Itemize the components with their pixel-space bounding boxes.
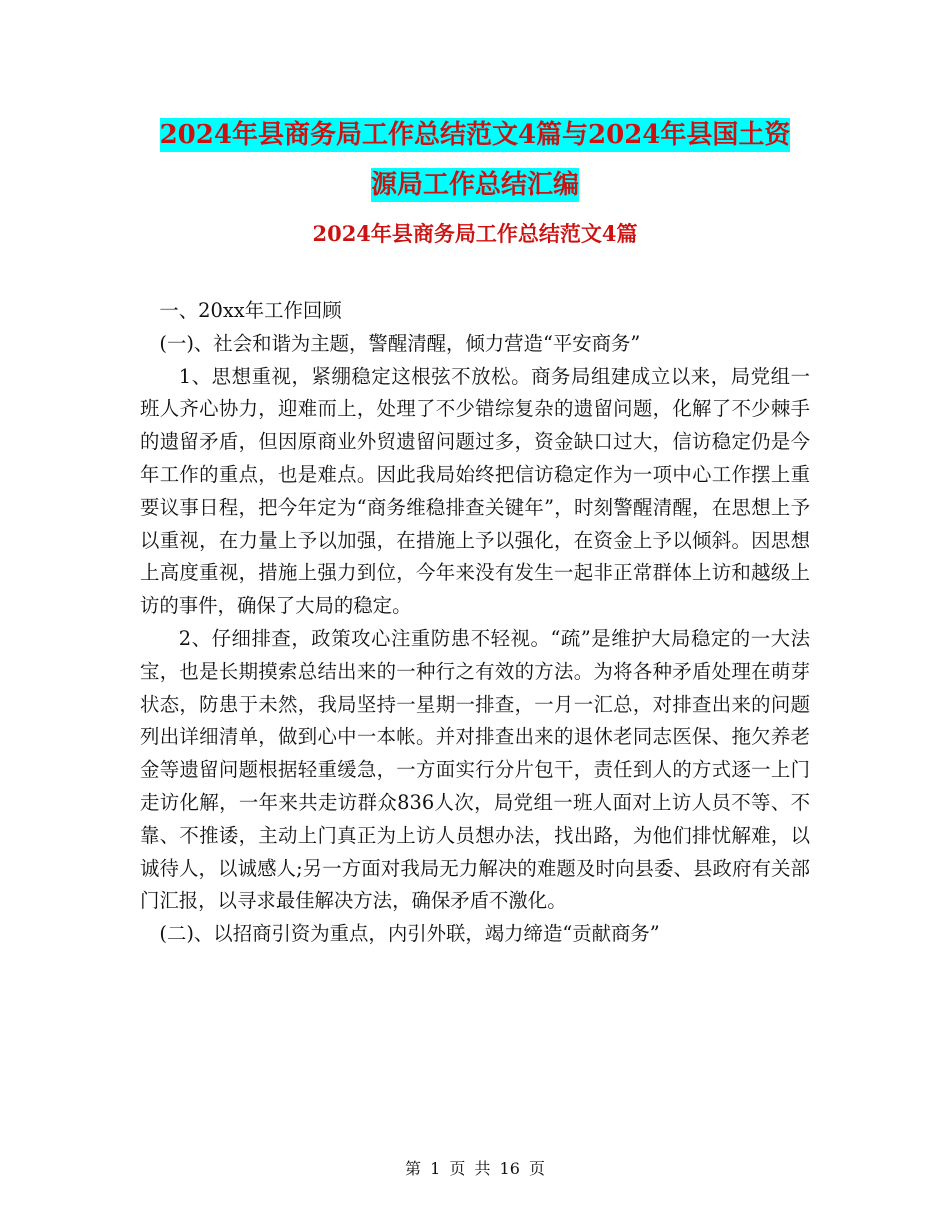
paragraph-1: 1、思想重视，紧绷稳定这根弦不放松。商务局组建成立以来，局党组一班人齐心协力，迎难而上，处理了不少错综复杂的遗留问题，化解了不少棘手的遗留矛盾，但因原商业外贸遗留问题过多，资金缺口过大，信访稳定仍是今年工作的重点，也是难点。因此我局始终把信访稳定作为一项中心工作摆上重要议事日程，把今年定为“商务维稳排查关键年”，时刻警醒清醒，在思想上予以重视，在力量上予以加强，在措施上予以强化，在资金上予以倾斜。因思想上高度重视，措施上强力到位，今年来没有发生一起非正常群体上访和越级上访的事件，确保了大局的稳定。 — [140, 364, 810, 618]
title-line-2: 源局工作总结汇编 — [370, 170, 579, 200]
section-title: 2024年县商务局工作总结范文4篇 — [312, 221, 638, 246]
page-number-footer: 第 1 页 共 16 页 — [405, 1159, 545, 1178]
section-heading-1: 一、20xx年工作回顾 — [159, 299, 342, 322]
subsection-heading-2: (二)、以招商引资为重点，内引外联，竭力缔造“贡献商务” — [159, 922, 660, 946]
document-title — [140, 110, 810, 210]
title-line-1: 2024年县商务局工作总结范文4篇与2024年县国土资 — [159, 120, 791, 150]
paragraph-2: 2、仔细排查，政策攻心注重防患不轻视。“疏”是维护大局稳定的一大法宝，也是长期摸索总结出来的一种行之有效的方法。为将各种矛盾处理在萌芽状态，防患于未然，我局坚持一星期一排查，一月一汇总，对排查出来的问题列出详细清单，做到心中一本帐。并对排查出来的退休老同志医保、拖欠养老金等遗留问题根据轻重缓急，一方面实行分片包干，责任到人的方式逐一上门走访化解，一年来共走访群众836人次，局党组一班人面对上访人员不等、不靠、不推诿，主动上门真正为上访人员想办法，找出路，为他们排忧解难，以诚待人，以诚感人;另一方面对我局无力解决的难题及时向县委、县政府有关部门汇报，以寻求最佳解决方法，确保矛盾不激化。 — [140, 626, 810, 913]
subsection-heading-1: (一)、社会和谐为主题，警醒清醒，倾力营造“平安商务” — [159, 331, 641, 355]
document-body — [140, 295, 810, 951]
